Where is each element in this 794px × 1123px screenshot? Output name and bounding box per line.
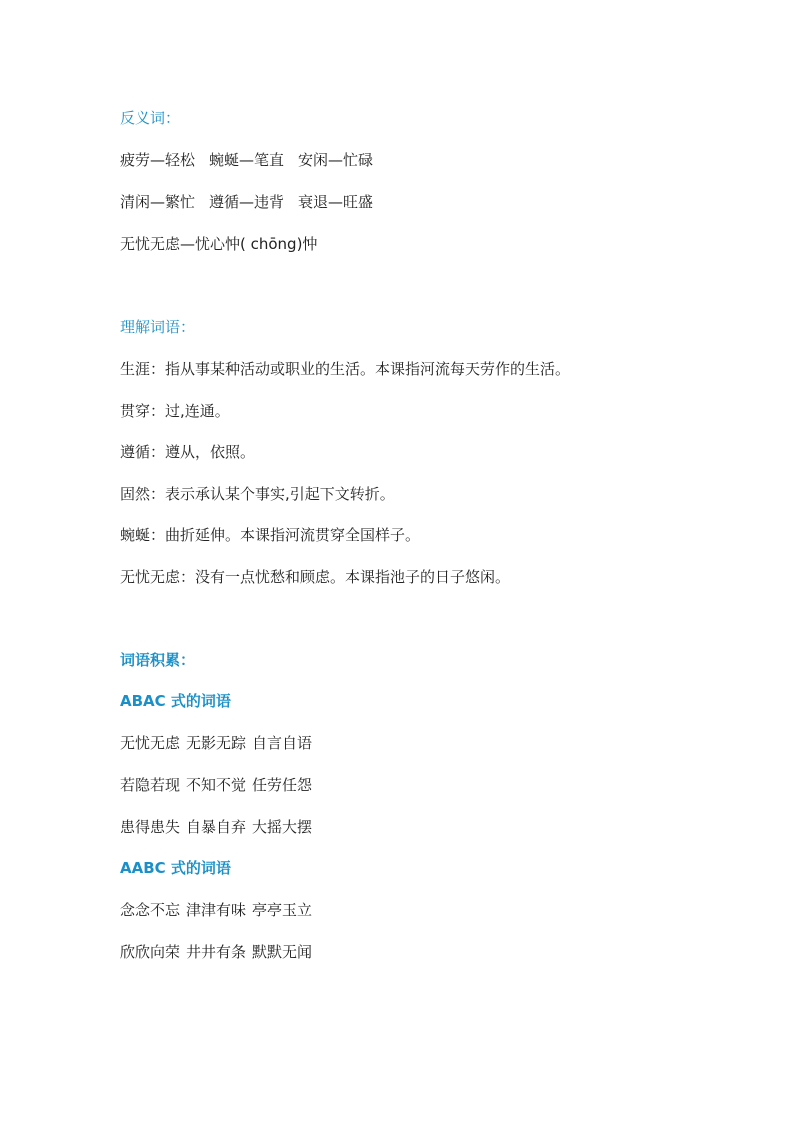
antonyms-heading: 反义词： bbox=[120, 109, 181, 127]
aabc-row bbox=[120, 942, 312, 962]
idiom: 无忧无虑 bbox=[120, 734, 181, 752]
definitions-heading: 理解词语： bbox=[120, 318, 196, 336]
antonym-pair: 遵循—违背 bbox=[209, 193, 285, 211]
antonym-row: 无忧无虑—忧心忡( chōng)忡 bbox=[120, 235, 318, 253]
idiom: 自暴自弃 bbox=[186, 818, 247, 836]
abac-row bbox=[120, 817, 312, 837]
idiom: 不知不觉 bbox=[186, 776, 247, 794]
antonym-pair: 衰退—旺盛 bbox=[298, 193, 374, 211]
idiom: 欣欣向荣 bbox=[120, 943, 181, 961]
idiom: 井井有条 bbox=[186, 943, 247, 961]
antonym-row bbox=[120, 150, 373, 170]
abac-row bbox=[120, 775, 312, 795]
definition-item: 遵循：遵从，依照。 bbox=[120, 443, 256, 461]
definition-item: 蜿蜒：曲折延伸。本课指河流贯穿全国样子。 bbox=[120, 526, 421, 544]
idiom: 亭亭玉立 bbox=[252, 901, 313, 919]
idiom: 津津有味 bbox=[186, 901, 247, 919]
antonym-pair: 疲劳—轻松 bbox=[120, 151, 196, 169]
accumulation-heading: 词语积累： bbox=[120, 651, 196, 669]
antonym-pair: 清闲—繁忙 bbox=[120, 193, 196, 211]
antonym-row bbox=[120, 192, 373, 212]
definition-item: 无忧无虑：没有一点忧愁和顾虑。本课指池子的日子悠闲。 bbox=[120, 568, 511, 586]
definition-item: 固然：表示承认某个事实,引起下文转折。 bbox=[120, 485, 395, 503]
definition-item: 生涯：指从事某种活动或职业的生活。本课指河流每天劳作的生活。 bbox=[120, 360, 571, 378]
idiom: 念念不忘 bbox=[120, 901, 181, 919]
antonym-pair: 安闲—忙碌 bbox=[298, 151, 374, 169]
abac-title: ABAC 式的词语 bbox=[120, 692, 231, 710]
aabc-title: AABC 式的词语 bbox=[120, 859, 231, 877]
idiom: 默默无闻 bbox=[252, 943, 313, 961]
abac-row bbox=[120, 733, 312, 753]
aabc-row bbox=[120, 900, 312, 920]
idiom: 自言自语 bbox=[252, 734, 313, 752]
idiom: 大摇大摆 bbox=[252, 818, 313, 836]
antonym-pair: 蜿蜒—笔直 bbox=[209, 151, 285, 169]
idiom: 任劳任怨 bbox=[252, 776, 313, 794]
idiom: 若隐若现 bbox=[120, 776, 181, 794]
idiom: 患得患失 bbox=[120, 818, 181, 836]
definition-item: 贯穿：过,连通。 bbox=[120, 402, 230, 420]
idiom: 无影无踪 bbox=[186, 734, 247, 752]
